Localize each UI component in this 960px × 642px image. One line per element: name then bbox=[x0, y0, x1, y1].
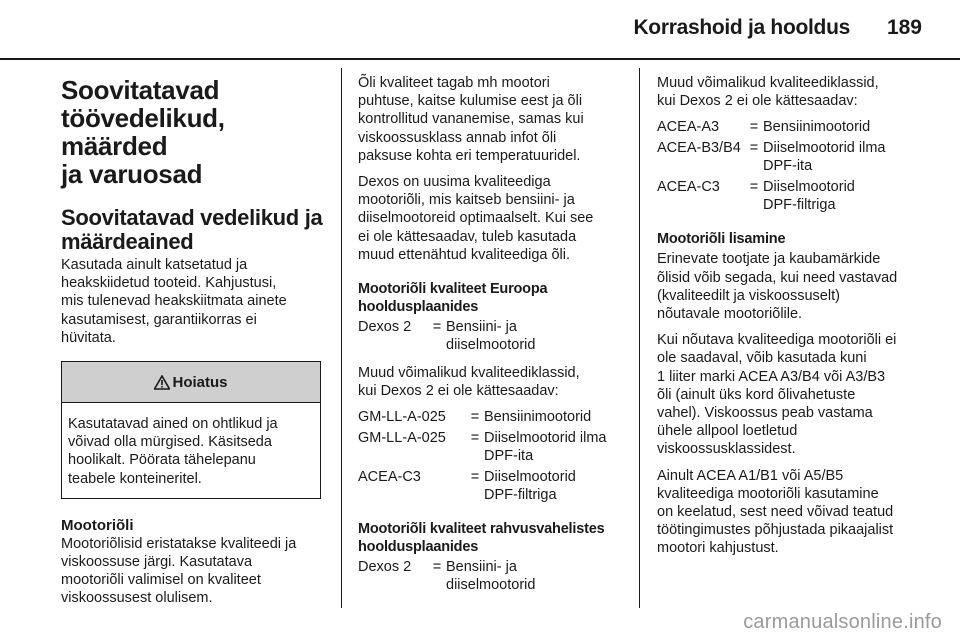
spec-key: ACEA-C3 bbox=[657, 179, 720, 196]
adding-oil-paragraph-3: Ainult ACEA A1/B1 või A5/B5 kvaliteediga mootoriõli kasutamine on keelatud, sest need võivad teatud töötingimustes põhjustada pikaajalist mootori kahjustust. bbox=[657, 467, 894, 557]
eu-spec-table bbox=[358, 318, 626, 354]
spec-row bbox=[657, 178, 927, 214]
spec-equals: = bbox=[470, 409, 480, 426]
intl-spec-table bbox=[358, 558, 626, 594]
intl-alternatives-table bbox=[657, 118, 927, 214]
header-divider bbox=[0, 58, 960, 60]
warning-title: Hoiatus bbox=[172, 373, 228, 391]
column-1 bbox=[61, 74, 326, 616]
spec-row bbox=[657, 139, 927, 175]
section-title: Korrashoid ja hooldus bbox=[633, 16, 850, 39]
spec-equals: = bbox=[470, 469, 480, 486]
spec-equals: = bbox=[749, 179, 759, 196]
spec-key: Dexos 2 bbox=[358, 559, 412, 576]
eu-quality-heading: Mootoriõli kvaliteet Euroopa hooldusplaanides bbox=[358, 281, 548, 316]
warning-triangle-icon bbox=[154, 375, 170, 390]
spec-equals: = bbox=[432, 559, 442, 576]
spec-key: ACEA-A3 bbox=[657, 119, 720, 136]
spec-value: Bensiini- ja diiselmootorid bbox=[446, 559, 536, 594]
spec-value: Diiselmootorid DPF-filtriga bbox=[763, 179, 855, 214]
spec-row bbox=[358, 408, 626, 426]
adding-oil-paragraph-2: Kui nõutava kvaliteediga mootoriõli ei ole saadaval, võib kasutada kuni 1 liiter marki ACEA A3/B4 või A3/B3 õli (ainult üks kord õlivahetuste vahel). Viskoossus peab vastama ühele allpool loetletud viskoossusklassidest. bbox=[657, 332, 897, 458]
spec-value: Bensiinimootorid bbox=[763, 119, 871, 136]
column-divider-1 bbox=[341, 68, 342, 608]
engine-oil-text: Mootoriõlisid eristatakse kvaliteedi ja viskoossuse järgi. Kasutatava mootoriõli valimisel on kvaliteet viskoossusest olulisem. bbox=[61, 535, 297, 607]
spec-equals: = bbox=[470, 430, 480, 447]
adding-oil-paragraph-1: Erinevate tootjate ja kaubamärkide õlisid võib segada, kui need vastavad (kvaliteedilt ja viskoossuselt) nõutavale mootoriõlile. bbox=[657, 251, 898, 323]
intl-quality-heading: Mootoriõli kvaliteet rahvusvahelistes hooldusplaanides bbox=[358, 521, 605, 556]
warning-box bbox=[61, 361, 321, 499]
spec-value: Diiselmootorid ilma DPF-ita bbox=[763, 140, 886, 175]
spec-row bbox=[358, 429, 626, 465]
sub-heading: Soovitatavad vedelikud ja määrdeained bbox=[61, 205, 323, 254]
warning-header bbox=[62, 362, 320, 403]
spec-key: GM-LL-A-025 bbox=[358, 409, 446, 426]
intl-alternatives-text: Muud võimalikud kvaliteediklassid, kui Dexos 2 ei ole kättesaadav: bbox=[657, 75, 879, 110]
main-heading: Soovitatavad töövedelikud, määrded ja varuosad bbox=[61, 75, 225, 189]
spec-row bbox=[358, 558, 626, 594]
spec-row bbox=[358, 468, 626, 504]
engine-oil-heading: Mootoriõli bbox=[61, 516, 134, 534]
spec-value: Diiselmootorid DPF-filtriga bbox=[484, 469, 576, 504]
column-2 bbox=[358, 74, 626, 604]
spec-value: Bensiinimootorid bbox=[484, 409, 592, 426]
page-header bbox=[0, 0, 960, 60]
column-3 bbox=[657, 74, 927, 566]
intro-paragraph: Kasutada ainult katsetatud ja heakskiidetud tooteid. Kahjustusi, mis tulenevad heakskiitmata ainete kasutamisest, garantiikorras ei hüvitata. bbox=[61, 257, 287, 346]
spec-key: Dexos 2 bbox=[358, 319, 412, 336]
spec-key: GM-LL-A-025 bbox=[358, 430, 446, 447]
spec-key: ACEA-C3 bbox=[358, 469, 421, 486]
oil-quality-paragraph: Õli kvaliteet tagab mh mootori puhtuse, kaitse kulumise eest ja õli kontrollitud vananemise, samas kui viskoossusklass annab infot õli paksuse kohta eri temperatuuridel. bbox=[358, 75, 584, 164]
spec-equals: = bbox=[432, 319, 442, 336]
spec-equals: = bbox=[749, 119, 759, 136]
column-divider-2 bbox=[639, 68, 640, 608]
page-number: 189 bbox=[886, 16, 922, 39]
eu-alternatives-text: Muud võimalikud kvaliteediklassid, kui Dexos 2 ei ole kättesaadav: bbox=[358, 365, 580, 400]
watermark-text: carmanualsonline.info bbox=[743, 611, 942, 633]
eu-alternatives-table bbox=[358, 408, 626, 504]
spec-row bbox=[358, 318, 626, 354]
warning-text: Kasutatavad ained on ohtlikud ja võivad olla mürgised. Käsitseda hoolikalt. Pöörata tähelepanu teabele konteineritel. bbox=[68, 416, 278, 487]
spec-row bbox=[657, 118, 927, 136]
dexos-paragraph: Dexos on uusima kvaliteediga mootoriõli, mis kaitseb bensiini- ja diiselmootoreid optimaalselt. Kui see ei ole kättesaadav, tuleb kasutada muud ettenähtud kvaliteediga õli. bbox=[358, 174, 594, 263]
spec-value: Bensiini- ja diiselmootorid bbox=[446, 319, 536, 354]
spec-key: ACEA-B3/B4 bbox=[657, 140, 741, 157]
adding-oil-heading: Mootoriõli lisamine bbox=[657, 231, 786, 248]
spec-value: Diiselmootorid ilma DPF-ita bbox=[484, 430, 607, 465]
spec-equals: = bbox=[749, 140, 759, 157]
